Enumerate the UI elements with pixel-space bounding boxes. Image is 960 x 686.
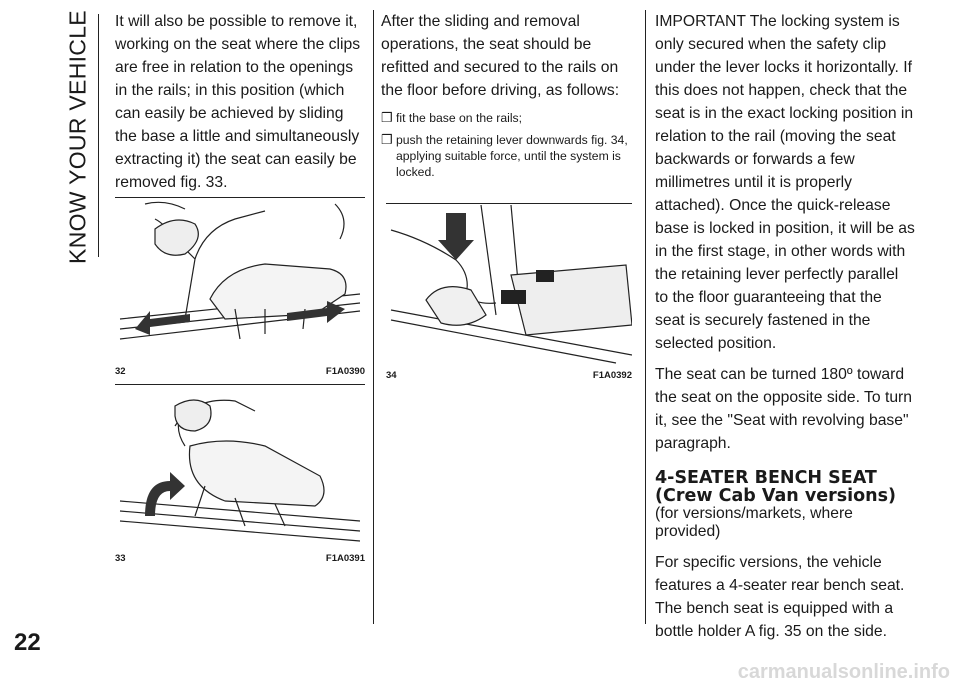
- page-number: 22: [14, 629, 41, 656]
- column-divider: [645, 10, 646, 624]
- checkbox-bullet-icon: ❒: [381, 110, 393, 125]
- figure-32-seat-sliding-illustration: [115, 199, 365, 359]
- bench-seat-paragraph: For specific versions, the vehicle features a 4-seater rear bench seat. The bench seat is equipped with a bottle holder A fig. 35 on the side.: [655, 554, 905, 640]
- figure-code: F1A0391: [325, 553, 365, 564]
- col2-paragraph: After the sliding and removal operations, the seat should be refitted and secured to the rails on the floor before driving, as follows:: [381, 13, 620, 99]
- important-paragraph: IMPORTANT The locking system is only secured when the safety clip under the lever locks it horizontally. If this does not happen, check that the seat is in the exact locking position in relation to the rail (moving the seat backwards or forwards a few millimetres until it is properly attached). Once the quick-release base is locked in position, it will be as in the first stage, in other words with the retaining lever perfectly parallel to the floor guaranteeing that the seat is securely fastened in the selected position.: [655, 13, 915, 352]
- versions-note: (for versions/markets, where provided): [655, 505, 853, 540]
- column-divider: [373, 10, 374, 624]
- figure-rule: [115, 197, 365, 198]
- figure-34-lever-lock-illustration: [386, 205, 632, 365]
- figure-code: F1A0392: [592, 370, 632, 381]
- section-label: [63, 9, 93, 264]
- figure-number: 33: [115, 553, 126, 564]
- list-item: [381, 132, 633, 180]
- column-2: [381, 10, 633, 186]
- list-item-text: fit the base on the rails;: [396, 111, 523, 125]
- section-label-text: KNOW YOUR VEHICLE: [64, 9, 91, 264]
- section-rule: [98, 14, 99, 257]
- figure-number: 32: [115, 366, 126, 377]
- figure-33-seat-removal-illustration: [115, 386, 365, 546]
- figure-34: [386, 203, 632, 383]
- checkbox-bullet-icon: ❒: [381, 132, 393, 147]
- figure-rule: [386, 203, 632, 204]
- col1-paragraph: It will also be possible to remove it, working on the seat where the clips are free in relation to the openings in the rails; in this position (which can easily be achieved by sliding the base a little and simultaneously extracting it) the seat can easily be removed fig. 33.: [115, 13, 361, 191]
- column-3: [655, 10, 915, 651]
- steps-list: [381, 110, 633, 180]
- column-1: [115, 10, 365, 202]
- list-item-text: push the retaining lever downwards fig. 34, applying suitable force, until the system is locked.: [396, 133, 628, 179]
- list-item: [381, 110, 633, 126]
- watermark: carmanualsonline.info: [737, 661, 950, 683]
- figure-code: F1A0390: [325, 366, 365, 377]
- section-heading: 4-SEATER BENCH SEAT (Crew Cab Van versions): [655, 468, 897, 506]
- figure-32: [115, 197, 365, 377]
- figure-number: 34: [386, 370, 397, 381]
- figure-rule: [115, 384, 365, 385]
- rotation-paragraph: The seat can be turned 180º toward the seat on the opposite side. To turn it, see the "Seat with revolving base" paragraph.: [655, 366, 912, 452]
- figure-33: [115, 384, 365, 564]
